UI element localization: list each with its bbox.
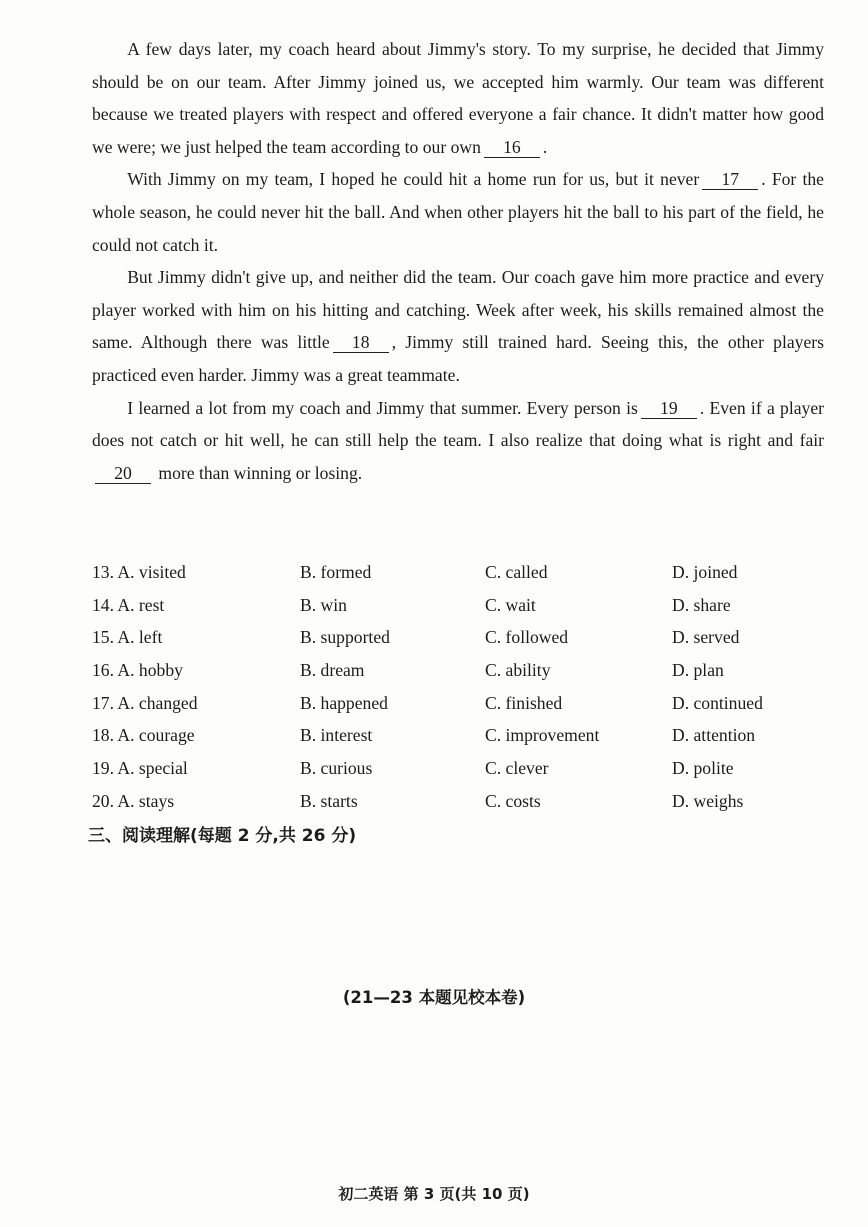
paragraph-1-text-1: A few days later, my coach heard about Jimmy's story. To my surprise, he decided that Jimmy should be on our team. After Jimmy joined us, we accepted him warmly. Our team was different because we treated players with respect and offered everyone a fair chance. It didn't matter how good we were; we just helped the team according to our own — [92, 39, 824, 157]
option-c: C. wait — [485, 594, 536, 615]
paragraph-1 — [92, 33, 824, 163]
option-c: C. followed — [485, 627, 569, 648]
paragraph-3 — [92, 261, 824, 391]
question-row-18 — [92, 719, 832, 752]
question-row-16 — [92, 654, 832, 687]
option-a: 13. A. visited — [92, 562, 186, 582]
school-paper-note: (21—23 本题见校本卷) — [342, 988, 526, 1007]
option-d: D. plan — [672, 660, 724, 681]
option-c: C. clever — [485, 758, 549, 779]
paragraph-4-text-1: I learned a lot from my coach and Jimmy that summer. Every person is — [127, 397, 638, 418]
option-a: 17. A. changed — [92, 692, 198, 713]
section-heading: 三、阅读理解(每题 2 分,共 26 分) — [88, 826, 357, 846]
blank-18: 18 — [333, 332, 389, 353]
option-b: B. curious — [300, 758, 373, 779]
option-b: B. starts — [300, 790, 358, 811]
option-b: B. dream — [300, 660, 365, 681]
option-d: D. share — [672, 594, 731, 615]
blank-16: 16 — [484, 137, 540, 158]
paragraph-3-text-1: But Jimmy didn't give up, and neither did the team. Our coach gave him more practice and every player worked with him on his hitting and catching. Week after week, his skills remained almost the same. Although there was little — [92, 267, 824, 353]
blank-19: 19 — [641, 398, 697, 419]
option-d: D. attention — [672, 725, 756, 746]
option-d: D. continued — [672, 692, 763, 713]
paragraph-3-text-2: , Jimmy still trained hard. Seeing this, the other players practiced even harder. Jimmy was a great teammate. — [92, 332, 824, 385]
option-a: 15. A. left — [92, 627, 163, 648]
option-c: C. costs — [485, 790, 541, 811]
option-b: B. supported — [300, 627, 390, 648]
page-footer: 初二英语 第 3 页(共 10 页) — [338, 1185, 530, 1203]
option-b: B. formed — [300, 562, 372, 582]
question-row-13 — [92, 556, 832, 589]
question-row-20 — [92, 785, 832, 818]
question-row-15 — [92, 621, 832, 654]
option-a: 16. A. hobby — [92, 660, 183, 681]
paragraph-2-text-2: . For the whole season, he could never hit the ball. And when other players hit the ball to his part of the field, he could not catch it. — [92, 169, 824, 255]
option-a: 18. A. courage — [92, 725, 195, 746]
option-c: C. called — [485, 562, 548, 582]
paragraph-1-text-2: . — [542, 136, 548, 157]
option-c: C. improvement — [485, 725, 600, 746]
blank-20: 20 — [95, 463, 151, 484]
option-a: 20. A. stays — [92, 790, 175, 811]
paragraph-4 — [92, 392, 824, 490]
paragraph-4-text-3: more than winning or losing. — [158, 462, 363, 483]
option-c: C. ability — [485, 660, 551, 681]
blank-17: 17 — [702, 169, 758, 190]
option-c: C. finished — [485, 692, 563, 713]
option-d: D. weighs — [672, 790, 744, 811]
option-d: D. joined — [672, 562, 738, 582]
question-row-14 — [92, 589, 832, 622]
answer-options — [92, 556, 832, 818]
option-b: B. win — [300, 594, 347, 615]
paragraph-4-text-2: . Even if a player does not catch or hit well, he can still help the team. I also realize that doing what is right and fair — [92, 397, 824, 451]
option-d: D. served — [672, 627, 740, 648]
question-row-19 — [92, 752, 832, 785]
option-a: 19. A. special — [92, 758, 188, 779]
option-b: B. interest — [300, 725, 373, 746]
paragraph-2 — [92, 163, 824, 261]
paragraph-2-text-1: With Jimmy on my team, I hoped he could hit a home run for us, but it never — [127, 169, 700, 190]
cloze-passage — [92, 33, 824, 489]
option-d: D. polite — [672, 758, 734, 779]
question-row-17 — [92, 687, 832, 720]
option-a: 14. A. rest — [92, 594, 165, 615]
option-b: B. happened — [300, 692, 388, 713]
